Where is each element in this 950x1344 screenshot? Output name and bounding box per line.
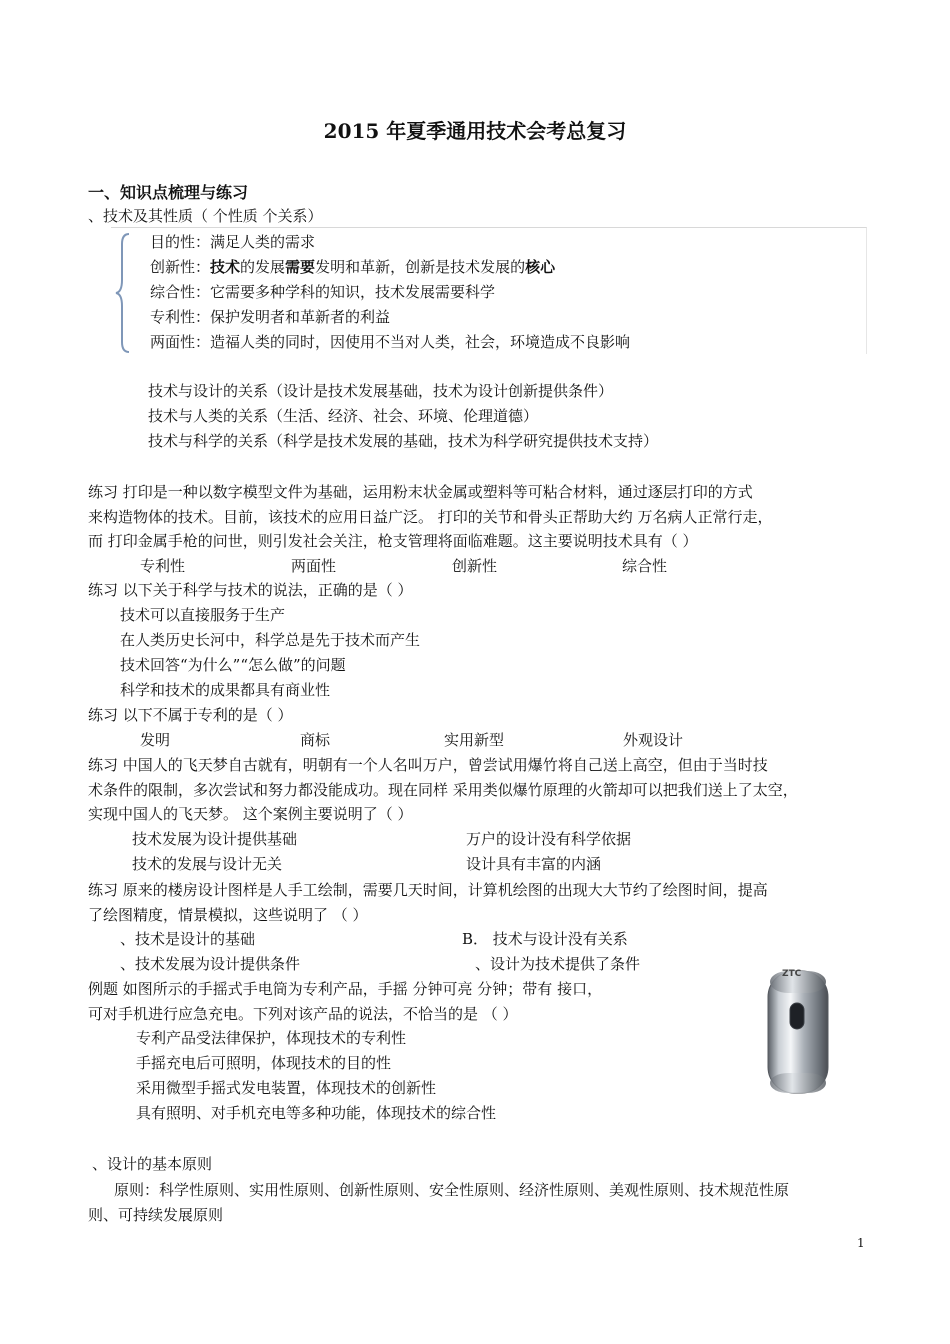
exercise-5-option: 、技术发展为设计提供条件	[120, 955, 301, 973]
example-option: 手摇充电后可照明，体现技术的目的性	[136, 1054, 392, 1072]
exercise-1-option: 综合性	[622, 557, 668, 575]
subsection-heading: 、技术及其性质（ 个性质 个关系）	[88, 207, 323, 225]
exercise-3-option: 发明	[140, 731, 171, 749]
property-item: 综合性：它需要多种学科的知识，技术发展需要科学	[150, 283, 496, 301]
exercise-1-option: 创新性	[452, 557, 498, 575]
exercise-1-stem: 练习 打印是一种以数字模型文件为基础，运用粉末状金属或塑料等可粘合材料，通过逐层打印的方式 来构造物体的技术。目前，该技术的应用日益广泛。 打印的关节和骨头正帮助大约 万名病人正常行走， 而 打印金属手枪的问世，则引发社会关注，枪支管理将面临难题。这主要说明技术具有（ ）	[88, 483, 773, 550]
exercise-2-option: 技术回答“为什么”“怎么做”的问题	[120, 656, 346, 674]
exercise-5-option: B． 技术与设计没有关系	[462, 930, 628, 948]
device-label: ZTC	[782, 969, 802, 979]
example-option: 专利产品受法律保护，体现技术的专利性	[136, 1029, 407, 1047]
subsection-heading: 、设计的基本原则	[92, 1155, 213, 1173]
example-stem: 例题 如图所示的手摇式手电筒为专利产品，手摇 分钟可亮 分钟；带有 接口， 可对手机进行应急充电。下列对该产品的说法，不恰当的是 （ ）	[88, 980, 603, 1023]
page-title: 2015 年夏季通用技术会考总复习	[323, 119, 627, 143]
exercise-1-option: 两面性	[291, 557, 337, 575]
relation-item: 技术与科学的关系（科学是技术发展的基础，技术为科学研究提供技术支持）	[148, 432, 659, 450]
flashlight-image	[762, 965, 834, 1097]
exercise-3-option: 商标	[300, 731, 331, 749]
principles-text: 原则：科学性原则、实用性原则、创新性原则、安全性原则、经济性原则、美观性原则、技术规范性原 则、可持续发展原则	[88, 1181, 790, 1224]
exercise-4-option: 技术的发展与设计无关	[132, 855, 283, 873]
exercise-2-option: 科学和技术的成果都具有商业性	[120, 681, 331, 699]
exercise-3-option: 外观设计	[623, 731, 684, 749]
exercise-2-option: 在人类历史长河中，科学总是先于技术而产生	[120, 631, 421, 649]
curly-brace-icon	[113, 232, 133, 354]
exercise-4-option: 设计具有丰富的内涵	[466, 855, 602, 873]
property-item: 两面性：造福人类的同时，因使用不当对人类，社会，环境造成不良影响	[150, 333, 631, 351]
page-number: 1	[857, 1236, 865, 1250]
example-option: 采用微型手摇式发电装置，体现技术的创新性	[136, 1079, 437, 1097]
exercise-2-option: 技术可以直接服务于生产	[120, 606, 286, 624]
exercise-5-option: 、设计为技术提供了条件	[475, 955, 641, 973]
exercise-4-stem: 练习 中国人的飞天梦自古就有，明朝有一个人名叫万户，曾尝试用爆竹将自己送上高空，但由于当时技 术条件的限制，多次尝试和努力都没能成功。现在同样 采用类似爆竹原理的火箭却可以把我们送上了太空， 实现中国人的飞天梦。 这个案例主要说明了（ ）	[88, 756, 798, 823]
exercise-1-option: 专利性	[140, 557, 186, 575]
section-heading: 一、知识点梳理与练习	[88, 183, 249, 202]
property-item: 创新性：技术的发展需要发明和革新，创新是技术发展的核心	[150, 258, 556, 276]
exercise-4-option: 技术发展为设计提供基础	[132, 830, 298, 848]
relation-item: 技术与设计的关系（设计是技术发展基础，技术为设计创新提供条件）	[148, 382, 614, 400]
exercise-3-stem: 练习 以下不属于专利的是（ ）	[88, 706, 293, 724]
exercise-2-stem: 练习 以下关于科学与技术的说法，正确的是（ ）	[88, 581, 413, 599]
exercise-3-option: 实用新型	[444, 731, 505, 749]
example-option: 具有照明、对手机充电等多种功能，体现技术的综合性	[136, 1104, 497, 1122]
exercise-5-option: 、技术是设计的基础	[120, 930, 256, 948]
property-item: 目的性：满足人类的需求	[150, 233, 316, 251]
exercise-4-option: 万户的设计没有科学依据	[466, 830, 632, 848]
property-item: 专利性：保护发明者和革新者的利益	[150, 308, 391, 326]
relation-item: 技术与人类的关系（生活、经济、社会、环境、伦理道德）	[148, 407, 539, 425]
exercise-5-stem: 练习 原来的楼房设计图样是人手工绘制，需要几天时间，计算机绘图的出现大大节约了绘图时间，提高 了绘图精度，情景模拟，这些说明了 （ ）	[88, 881, 768, 924]
